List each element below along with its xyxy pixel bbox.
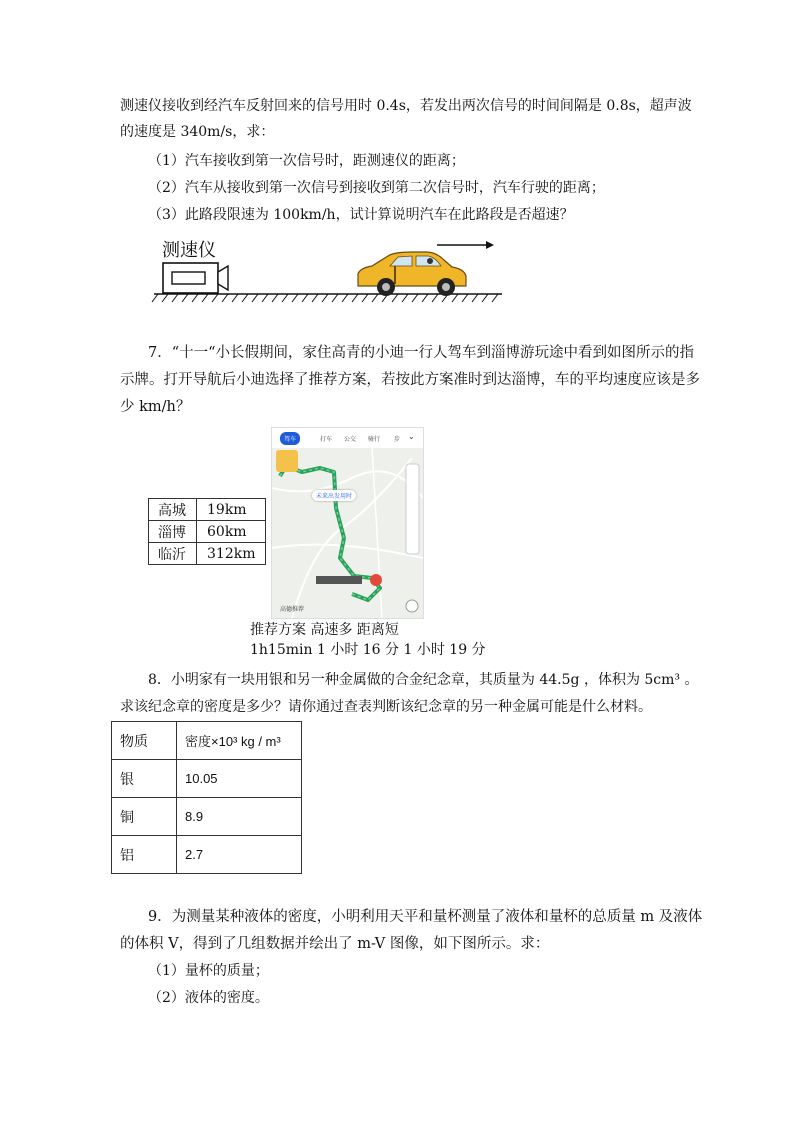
navigation-map [271,427,424,619]
locate-icon [406,600,418,612]
q6-line1: 测速仪接收到经汽车反射回来的信号用时 0.4s，若发出两次信号的时间间隔是 0.8s，超声波 [120,98,692,114]
table-row [149,521,266,543]
header-density: 密度×10³ kg / m³ [177,722,302,760]
map-footer: 高德推荐 [280,607,305,613]
q9-sub2: （2）液体的密度。 [148,990,269,1006]
route-options-row2: 1h15min 1 小时 16 分 1 小时 19 分 [250,642,486,658]
speed-figure [150,230,510,310]
map-canvas [272,428,423,618]
map-time-bubble: 未来出发用时 [312,490,356,501]
q9-line2: 的体积 V，得到了几组数据并绘出了 m-V 图像，如下图所示。求： [120,936,550,952]
q6-sub3: （3）此路段限速为 100km/h，试计算说明汽车在此路段是否超速？ [148,207,574,223]
sign-distance: 60km [197,521,266,543]
density-cell: 2.7 [177,836,302,874]
speed-meter-label: 测速仪 [162,240,216,260]
sign-place: 高城 [149,499,197,521]
route-options-row1: 推荐方案 高速多 距离短 [250,622,399,638]
q6-sub1: （1）汽车接收到第一次信号时，距测速仪的距离； [148,153,465,169]
tab-bike[interactable]: 骑行 [368,437,381,443]
road-sign-table [148,498,266,565]
route-label-bar [316,576,362,584]
q7-line1: 7．“十一“小长假期间，家住高青的小迪一行人驾车到淄博游玩途中看到如图所示的指 [148,345,695,361]
material-cell: 银 [112,760,177,798]
table-header-row [112,722,302,760]
sign-distance: 19km [197,499,266,521]
map-controls [406,464,419,554]
table-row [112,760,302,798]
q8-line1: 8．小明家有一块用银和另一种金属做的合金纪念章，其质量为 44.5g ，体积为 5cm³ 。 [148,672,699,688]
q7-line3: 少 km/h？ [120,399,191,415]
q6-sub2: （2）汽车从接收到第一次信号到接收到第二次信号时，汽车行驶的距离； [148,180,605,196]
q8-line2: 求该纪念章的密度是多少？请你通过查表判断该纪念章的另一种金属可能是什么材料。 [120,699,652,715]
sign-distance: 312km [197,543,266,565]
map-thumbnail [276,450,298,472]
end-marker [370,574,382,586]
q9-line1: 9．为测量某种液体的密度，小明利用天平和量杯测量了液体和量杯的总质量 m 及液体 [148,909,703,925]
table-row [112,798,302,836]
sign-place: 临沂 [149,543,197,565]
sign-place: 淄博 [149,521,197,543]
car-icon [358,252,466,296]
tab-drive[interactable]: 驾车 [280,432,300,445]
table-row [112,836,302,874]
density-table [111,721,302,874]
material-cell: 铝 [112,836,177,874]
q6-line2: 的速度是 340m/s，求： [120,124,275,140]
density-cell: 8.9 [177,798,302,836]
q7-line2: 示牌。打开导航后小迪选择了推荐方案，若按此方案准时到达淄博，车的平均速度应该是多 [120,372,700,388]
chevron-down-icon[interactable]: ⌄ [408,432,415,441]
table-row [149,499,266,521]
q9-sub1: （1）量杯的质量； [148,963,269,979]
density-cell: 10.05 [177,760,302,798]
header-material: 物质 [112,722,177,760]
speed-figure-graphic [150,230,510,310]
tab-walk[interactable]: 步 [394,437,401,443]
tab-bus[interactable]: 公交 [344,437,357,443]
material-cell: 铜 [112,798,177,836]
table-row [149,543,266,565]
tab-taxi[interactable]: 打车 [320,437,333,443]
